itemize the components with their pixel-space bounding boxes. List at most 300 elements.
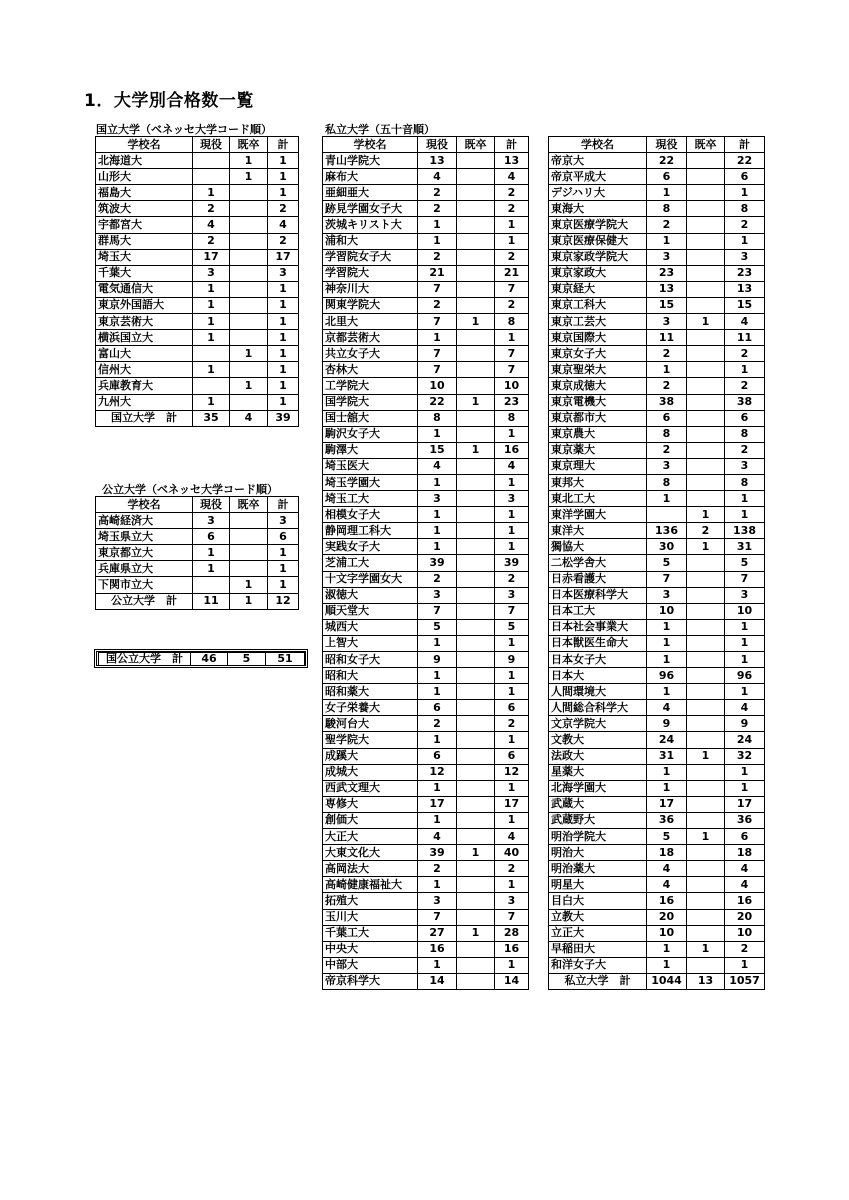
private-caption: 私立大学（五十音順）: [325, 123, 435, 136]
graduate-count: [687, 555, 725, 571]
current-count: 6: [193, 529, 230, 545]
table-row: [323, 265, 529, 281]
school-name: 浦和大: [323, 233, 418, 249]
table-row: [323, 845, 529, 861]
total-count: 1: [725, 780, 765, 796]
table-row: [323, 571, 529, 587]
table-row: [549, 555, 765, 571]
graduate-count: [687, 780, 725, 796]
header-total: 計: [495, 137, 529, 153]
school-name: 麻布大: [323, 169, 418, 185]
school-name: 青山学院大: [323, 153, 418, 169]
school-name: 明治薬大: [549, 861, 647, 877]
current-count: [647, 507, 687, 523]
school-name: 神奈川大: [323, 281, 418, 297]
school-name: 法政大: [549, 748, 647, 764]
school-name: 昭和薬大: [323, 684, 418, 700]
school-name: 東邦大: [549, 474, 647, 490]
graduate-count: [687, 587, 725, 603]
table-row: [323, 716, 529, 732]
current-count: 3: [647, 249, 687, 265]
total-count: 1: [725, 652, 765, 668]
header-school-name: 学校名: [96, 137, 193, 153]
school-name: 富山大: [96, 346, 193, 362]
total-graduate: 13: [687, 973, 725, 989]
table-row: [323, 201, 529, 217]
graduate-count: 1: [687, 314, 725, 330]
total-count: 1: [495, 233, 529, 249]
current-count: 2: [418, 716, 457, 732]
table-row: [323, 652, 529, 668]
school-name: 武蔵野大: [549, 812, 647, 828]
table-row: [549, 297, 765, 313]
total-count: 32: [725, 748, 765, 764]
graduate-count: [457, 652, 495, 668]
total-count: 4: [495, 169, 529, 185]
school-name: 立教大: [549, 909, 647, 925]
school-name: 人間環境大: [549, 684, 647, 700]
table-row: [549, 748, 765, 764]
national-caption: 国立大学（ベネッセ大学コード順）: [96, 123, 272, 136]
current-count: 1: [193, 314, 230, 330]
table-row: [549, 603, 765, 619]
school-name: 駒沢女子大: [323, 426, 418, 442]
school-name: 宇都宮大: [96, 217, 193, 233]
school-name: 電気通信大: [96, 281, 193, 297]
total-count: 17: [725, 796, 765, 812]
total-count: 1: [725, 233, 765, 249]
school-name: 兵庫県立大: [96, 561, 193, 577]
table-row: [96, 169, 299, 185]
total-count: 40: [495, 845, 529, 861]
current-count: 3: [647, 587, 687, 603]
total-count: 1: [268, 561, 299, 577]
school-name: 埼玉大: [96, 249, 193, 265]
current-count: 16: [418, 941, 457, 957]
current-count: 1: [193, 330, 230, 346]
current-count: 23: [647, 265, 687, 281]
school-name: 武蔵大: [549, 796, 647, 812]
total-row: [549, 973, 765, 989]
total-count: 1: [268, 346, 299, 362]
total-count: 1: [268, 330, 299, 346]
table-row: [549, 442, 765, 458]
table-row: [549, 346, 765, 362]
total-count: 3: [268, 265, 299, 281]
graduate-count: [457, 297, 495, 313]
total-count: 2: [495, 716, 529, 732]
total-count: 20: [725, 909, 765, 925]
current-count: 7: [418, 314, 457, 330]
total-count: 1: [495, 217, 529, 233]
current-count: [193, 346, 230, 362]
table-row: [323, 973, 529, 989]
current-count: 17: [418, 796, 457, 812]
school-name: 高岡法大: [323, 861, 418, 877]
table-row: [549, 314, 765, 330]
graduate-count: [687, 297, 725, 313]
table-row: [549, 716, 765, 732]
table-row: [96, 577, 299, 593]
page-title: 1．大学別合格数一覧: [84, 91, 254, 111]
table-row: [323, 185, 529, 201]
school-name: 東京聖栄大: [549, 362, 647, 378]
current-count: 4: [418, 169, 457, 185]
total-count: 1: [495, 523, 529, 539]
graduate-count: [457, 458, 495, 474]
current-count: 20: [647, 909, 687, 925]
table-row: [323, 732, 529, 748]
graduate-count: 2: [687, 523, 725, 539]
school-name: 星薬大: [549, 764, 647, 780]
graduate-count: [457, 893, 495, 909]
total-count: 6: [725, 829, 765, 845]
current-count: 27: [418, 925, 457, 941]
total-count: 1: [268, 577, 299, 593]
table-row: [549, 571, 765, 587]
table-row: [323, 233, 529, 249]
graduate-count: [687, 362, 725, 378]
graduate-count: [687, 153, 725, 169]
table-row: [549, 764, 765, 780]
graduate-count: [687, 281, 725, 297]
total-count: 23: [495, 394, 529, 410]
graduate-count: [687, 233, 725, 249]
header-total: 計: [268, 137, 299, 153]
total-count: 3: [725, 249, 765, 265]
school-name: 東京国際大: [549, 330, 647, 346]
total-count: 2: [495, 861, 529, 877]
graduate-count: [687, 394, 725, 410]
current-count: 1: [193, 281, 230, 297]
total-count: 2: [725, 346, 765, 362]
table-row: [96, 297, 299, 313]
total-count: 2: [495, 185, 529, 201]
public-table: [95, 496, 299, 610]
header-row: [96, 497, 299, 513]
current-count: 17: [647, 796, 687, 812]
school-name: 東洋学園大: [549, 507, 647, 523]
current-count: 10: [647, 603, 687, 619]
current-count: 3: [193, 513, 230, 529]
school-name: 東北工大: [549, 491, 647, 507]
graduate-count: [457, 362, 495, 378]
current-count: 6: [418, 700, 457, 716]
graduate-count: [687, 700, 725, 716]
school-name: 北里大: [323, 314, 418, 330]
school-name: 駿河台大: [323, 716, 418, 732]
table-row: [96, 185, 299, 201]
total-count: 1: [495, 877, 529, 893]
total-count: 16: [725, 893, 765, 909]
graduate-count: [687, 635, 725, 651]
school-name: 東京理大: [549, 458, 647, 474]
total-count: 14: [495, 973, 529, 989]
current-count: 13: [418, 153, 457, 169]
current-count: 36: [647, 812, 687, 828]
graduate-count: [457, 249, 495, 265]
table-row: [323, 587, 529, 603]
current-count: 1: [418, 812, 457, 828]
total-count: 1: [725, 684, 765, 700]
graduate-count: [687, 491, 725, 507]
graduate-count: [457, 812, 495, 828]
current-count: 7: [418, 281, 457, 297]
school-name: 共立女子大: [323, 346, 418, 362]
total-graduate: 1: [230, 593, 268, 609]
graduate-count: 1: [687, 829, 725, 845]
total-row: [96, 410, 299, 426]
graduate-count: [687, 764, 725, 780]
table-row: [96, 249, 299, 265]
total-current: 1044: [647, 973, 687, 989]
graduate-count: [457, 829, 495, 845]
school-name: 聖学院大: [323, 732, 418, 748]
total-count: 17: [268, 249, 299, 265]
total-count: 28: [495, 925, 529, 941]
school-name: 東京薬大: [549, 442, 647, 458]
table-row: [323, 410, 529, 426]
total-count: 1: [495, 635, 529, 651]
table-row: [323, 507, 529, 523]
table-row: [549, 957, 765, 973]
school-name: 学習院大: [323, 265, 418, 281]
current-count: 30: [647, 539, 687, 555]
total-count: 6: [725, 169, 765, 185]
table-row: [323, 330, 529, 346]
table-row: [323, 281, 529, 297]
graduate-count: [687, 474, 725, 490]
current-count: 1: [647, 941, 687, 957]
graduate-count: [687, 668, 725, 684]
current-count: 1: [647, 764, 687, 780]
total-count: 3: [495, 893, 529, 909]
current-count: 1: [647, 635, 687, 651]
school-name: 十文字学園女大: [323, 571, 418, 587]
total-count: 4: [725, 861, 765, 877]
total-count: 1: [495, 668, 529, 684]
total-count: 1: [495, 474, 529, 490]
total-count: 4: [495, 458, 529, 474]
graduate-count: [687, 410, 725, 426]
total-count: 12: [495, 764, 529, 780]
school-name: 女子栄養大: [323, 700, 418, 716]
current-count: 3: [418, 587, 457, 603]
current-count: 1: [647, 233, 687, 249]
table-row: [549, 153, 765, 169]
school-name: 北海学園大: [549, 780, 647, 796]
graduate-count: [457, 555, 495, 571]
school-name: 帝京科学大: [323, 973, 418, 989]
graduate-count: [457, 346, 495, 362]
table-row: [323, 635, 529, 651]
graduate-count: 1: [230, 153, 268, 169]
school-name: 国士舘大: [323, 410, 418, 426]
school-name: 関東学院大: [323, 297, 418, 313]
table-row: [96, 153, 299, 169]
graduate-count: [457, 748, 495, 764]
school-name: 明治大: [549, 845, 647, 861]
grand-total-label: 国公立大学 計: [99, 653, 191, 666]
total-count: 23: [725, 265, 765, 281]
total-label: 私立大学 計: [549, 973, 647, 989]
current-count: 4: [418, 829, 457, 845]
graduate-count: [687, 861, 725, 877]
current-count: [193, 577, 230, 593]
table-row: [549, 909, 765, 925]
current-count: 1: [418, 474, 457, 490]
current-count: 1: [418, 957, 457, 973]
table-row: [96, 561, 299, 577]
school-name: 北海道大: [96, 153, 193, 169]
school-name: 東京女子大: [549, 346, 647, 362]
total-count: 10: [725, 603, 765, 619]
current-count: 17: [193, 249, 230, 265]
current-count: 1: [647, 957, 687, 973]
table-row: [96, 545, 299, 561]
current-count: 4: [193, 217, 230, 233]
graduate-count: [457, 732, 495, 748]
graduate-count: [687, 458, 725, 474]
header-school-name: 学校名: [323, 137, 418, 153]
table-row: [549, 491, 765, 507]
current-count: 1: [647, 619, 687, 635]
current-count: 1: [647, 362, 687, 378]
school-name: 城西大: [323, 619, 418, 635]
total-label: 公立大学 計: [96, 593, 193, 609]
graduate-count: [687, 426, 725, 442]
graduate-count: [457, 780, 495, 796]
total-count: 1: [725, 507, 765, 523]
current-count: 1: [418, 684, 457, 700]
total-count: 8: [725, 426, 765, 442]
table-row: [549, 732, 765, 748]
current-count: 6: [418, 748, 457, 764]
table-row: [549, 394, 765, 410]
graduate-count: [687, 909, 725, 925]
current-count: 2: [418, 201, 457, 217]
current-count: 1: [418, 426, 457, 442]
table-row: [549, 185, 765, 201]
school-name: 日本大: [549, 668, 647, 684]
current-count: 21: [418, 265, 457, 281]
table-row: [549, 378, 765, 394]
current-count: 24: [647, 732, 687, 748]
graduate-count: [687, 603, 725, 619]
school-name: 東京工科大: [549, 297, 647, 313]
table-row: [96, 233, 299, 249]
total-count: 4: [725, 877, 765, 893]
school-name: 高崎健康福祉大: [323, 877, 418, 893]
graduate-count: 1: [457, 845, 495, 861]
total-count: 13: [725, 281, 765, 297]
total-count: 2: [495, 297, 529, 313]
graduate-count: [457, 877, 495, 893]
total-count: 1: [495, 812, 529, 828]
school-name: 明星大: [549, 877, 647, 893]
national-table: [95, 136, 299, 427]
total-count: 7: [495, 603, 529, 619]
current-count: 11: [647, 330, 687, 346]
school-name: 日本女子大: [549, 652, 647, 668]
graduate-count: 1: [687, 748, 725, 764]
graduate-count: [457, 201, 495, 217]
school-name: 亜細亜大: [323, 185, 418, 201]
total-count: 5: [725, 555, 765, 571]
table-row: [549, 523, 765, 539]
total-sum: 12: [268, 593, 299, 609]
total-count: 2: [495, 249, 529, 265]
table-row: [323, 346, 529, 362]
current-count: 1: [418, 635, 457, 651]
graduate-count: [457, 233, 495, 249]
graduate-count: [457, 619, 495, 635]
table-row: [549, 893, 765, 909]
table-row: [96, 201, 299, 217]
graduate-count: [230, 201, 268, 217]
school-name: 帝京大: [549, 153, 647, 169]
school-name: 東京都立大: [96, 545, 193, 561]
graduate-count: [687, 217, 725, 233]
header-row: [549, 137, 765, 153]
graduate-count: [687, 619, 725, 635]
graduate-count: [457, 281, 495, 297]
national-public-total-row: [99, 653, 305, 666]
current-count: [193, 153, 230, 169]
school-name: 二松学舎大: [549, 555, 647, 571]
current-count: 2: [647, 378, 687, 394]
graduate-count: [457, 941, 495, 957]
graduate-count: [687, 893, 725, 909]
current-count: 1: [647, 491, 687, 507]
school-name: デジハリ大: [549, 185, 647, 201]
total-count: 1: [495, 732, 529, 748]
total-row: [96, 593, 299, 609]
school-name: 工学院大: [323, 378, 418, 394]
school-name: 専修大: [323, 796, 418, 812]
total-count: 2: [725, 941, 765, 957]
current-count: 3: [193, 265, 230, 281]
graduate-count: 1: [687, 507, 725, 523]
graduate-count: [457, 861, 495, 877]
total-count: 8: [725, 201, 765, 217]
school-name: 東京芸術大: [96, 314, 193, 330]
total-count: 38: [725, 394, 765, 410]
total-count: 1: [725, 764, 765, 780]
table-row: [549, 829, 765, 845]
current-count: 5: [647, 829, 687, 845]
school-name: 順天堂大: [323, 603, 418, 619]
current-count: 1: [418, 877, 457, 893]
current-count: 1: [193, 297, 230, 313]
table-row: [323, 700, 529, 716]
table-row: [323, 619, 529, 635]
total-count: 1: [268, 378, 299, 394]
current-count: 3: [418, 491, 457, 507]
table-row: [323, 877, 529, 893]
table-row: [323, 378, 529, 394]
table-row: [549, 474, 765, 490]
school-name: 獨協大: [549, 539, 647, 555]
table-row: [96, 362, 299, 378]
total-count: 2: [495, 201, 529, 217]
total-count: 1: [725, 957, 765, 973]
school-name: 九州大: [96, 394, 193, 410]
total-count: 1: [268, 185, 299, 201]
current-count: 1: [647, 684, 687, 700]
school-name: 昭和大: [323, 668, 418, 684]
graduate-count: [687, 185, 725, 201]
